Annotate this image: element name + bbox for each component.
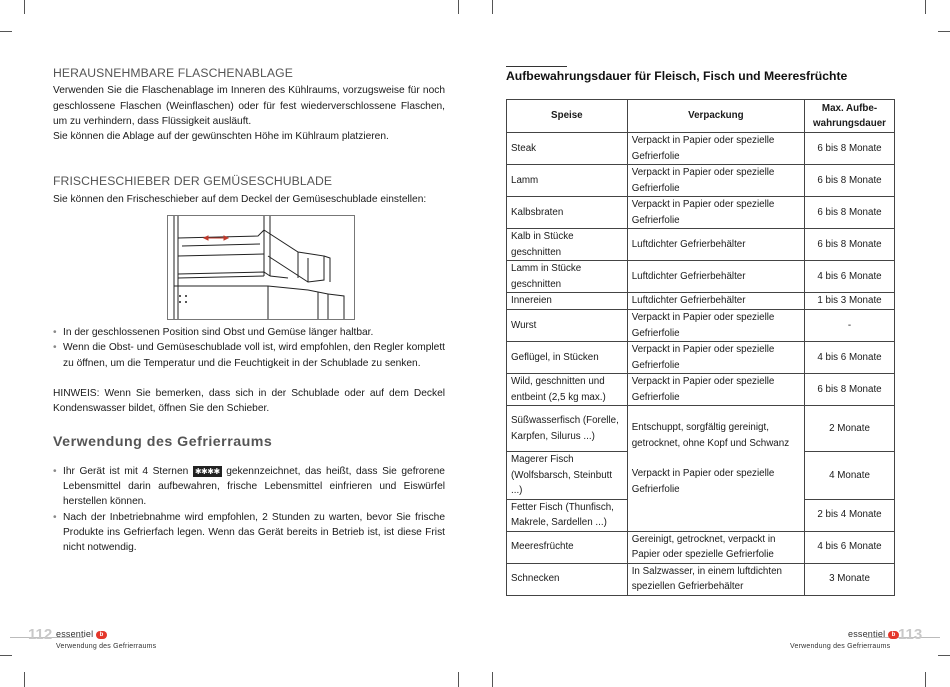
crop-mark bbox=[24, 672, 25, 687]
cell-food: Wurst bbox=[507, 310, 628, 342]
cell-duration: 4 Monate bbox=[805, 452, 895, 500]
cell-packaging: Verpackt in Papier oder spezielle Gefrierfolie bbox=[627, 310, 804, 342]
cell-packaging: Luftdichter Gefrierbehälter bbox=[627, 293, 804, 310]
cell-food: Lamm bbox=[507, 165, 628, 197]
cell-packaging: Verpackt in Papier oder spezielle Gefrierfolie bbox=[627, 133, 804, 165]
table-row bbox=[507, 406, 895, 452]
section-heading-bottle-shelf: HERAUSNEHMBARE FLASCHENABLAGE bbox=[53, 66, 293, 80]
brand-name: essentiel bbox=[56, 629, 94, 639]
cell-food: Steak bbox=[507, 133, 628, 165]
crop-mark bbox=[938, 655, 950, 656]
title-rule bbox=[506, 66, 567, 67]
four-star-icon: ✱✱✱✱ bbox=[194, 466, 220, 476]
brand-mark-icon: b bbox=[888, 631, 899, 639]
column-header-max-duration: Max. Aufbe-wahrungsdauer bbox=[805, 100, 895, 133]
bullet-item: • In der geschlossenen Position sind Obst und Gemüse länger haltbar. bbox=[53, 325, 445, 340]
cell-food: Fetter Fisch (Thunfisch, Makrele, Sardellen ...) bbox=[507, 499, 628, 531]
table-row bbox=[507, 342, 895, 374]
cell-food: Wild, geschnitten und entbeint (2,5 kg max.) bbox=[507, 374, 628, 406]
crop-mark bbox=[492, 672, 493, 687]
cell-food: Süßwasserfisch (Forelle, Karpfen, Silurus ...) bbox=[507, 406, 628, 452]
cell-food: Innereien bbox=[507, 293, 628, 310]
brand-name: essentiel bbox=[848, 629, 886, 639]
table-row bbox=[507, 293, 895, 310]
cell-packaging: Verpackt in Papier oder spezielle Gefrierfolie bbox=[627, 165, 804, 197]
cell-packaging: Verpackt in Papier oder spezielle Gefrierfolie bbox=[627, 342, 804, 374]
table-row bbox=[507, 133, 895, 165]
storage-duration-table bbox=[506, 99, 895, 596]
cell-duration: 4 bis 6 Monate bbox=[805, 342, 895, 374]
cell-duration: 6 bis 8 Monate bbox=[805, 229, 895, 261]
crop-mark bbox=[458, 672, 459, 687]
cell-food: Lamm in Stücke geschnitten bbox=[507, 261, 628, 293]
cell-food: Kalbsbraten bbox=[507, 197, 628, 229]
cell-food: Magerer Fisch (Wolfsbarsch, Steinbutt ...) bbox=[507, 452, 628, 500]
table-header-row bbox=[507, 100, 895, 133]
section-heading-freezer: Verwendung des Gefrierraums bbox=[53, 433, 273, 450]
chapter-label-left: Verwendung des Gefrierraums bbox=[56, 643, 157, 650]
cell-duration: 2 bis 4 Monate bbox=[805, 499, 895, 531]
cell-packaging: Luftdichter Gefrierbehälter bbox=[627, 261, 804, 293]
cell-packaging: In Salzwasser, in einem luftdichten speziellen Gefrierbehälter bbox=[627, 563, 804, 595]
page-number-left: 112 bbox=[28, 626, 53, 643]
paragraph-crisper-slider: Sie können den Frischeschieber auf dem Deckel der Gemüseschublade einstellen: bbox=[53, 193, 427, 205]
crop-mark bbox=[0, 655, 12, 656]
table-row bbox=[507, 531, 895, 563]
crop-mark bbox=[458, 0, 459, 14]
brand-logo-right bbox=[848, 629, 899, 639]
brand-mark-icon: b bbox=[96, 631, 107, 639]
crop-mark bbox=[24, 0, 25, 14]
fish-pack-wrap: Verpackt in Papier oder spezielle Gefrierfolie bbox=[631, 468, 775, 495]
cell-duration: 6 bis 8 Monate bbox=[805, 374, 895, 406]
table-row bbox=[507, 261, 895, 293]
bullet-item: • Nach der Inbetriebnahme wird empfohlen, 2 Stunden zu warten, bevor Sie frische Produkte ins Gefrierfach legen. Wenn das Gerät bereits in Betrieb ist, ist diese Frist nicht notwendig. bbox=[53, 510, 445, 556]
cell-duration: - bbox=[805, 310, 895, 342]
column-header-food: Speise bbox=[507, 100, 628, 133]
cell-packaging: Luftdichter Gefrierbehälter bbox=[627, 229, 804, 261]
note-paragraph: HINWEIS: Wenn Sie bemerken, dass sich in der Schublade oder auf dem Deckel Kondenswasser bildet, öffnen Sie den Schieber. bbox=[53, 387, 445, 415]
cell-duration: 4 bis 6 Monate bbox=[805, 261, 895, 293]
section-heading-crisper-slider: FRISCHESCHIEBER DER GEMÜSESCHUBLADE bbox=[53, 174, 333, 189]
crop-mark bbox=[925, 672, 926, 687]
crop-mark bbox=[925, 0, 926, 14]
cell-duration: 6 bis 8 Monate bbox=[805, 197, 895, 229]
fish-pack-prep: Entschuppt, sorgfältig gereinigt, getrocknet, ohne Kopf und Schwanz bbox=[631, 422, 790, 449]
cell-duration: 3 Monate bbox=[805, 563, 895, 595]
column-header-packaging: Verpackung bbox=[627, 100, 804, 133]
table-row bbox=[507, 374, 895, 406]
cell-duration: 6 bis 8 Monate bbox=[805, 133, 895, 165]
bullet-text: gekennzeichnet, das heißt, dass Sie gefrorene Lebensmittel darin aufbewahren, frische Lebensmittel einfrieren und Eiswürfel herstellen können. bbox=[63, 465, 445, 508]
crisper-drawer-illustration bbox=[167, 215, 355, 320]
table-row bbox=[507, 563, 895, 595]
page-number-right: 113 bbox=[898, 626, 923, 643]
cell-food: Schnecken bbox=[507, 563, 628, 595]
cell-food: Geflügel, in Stücken bbox=[507, 342, 628, 374]
table-row bbox=[507, 310, 895, 342]
page-title: Aufbewahrungsdauer für Fleisch, Fisch und Meeresfrüchte bbox=[506, 69, 848, 83]
crop-mark bbox=[492, 0, 493, 14]
table-row bbox=[507, 165, 895, 197]
cell-food: Meeresfrüchte bbox=[507, 531, 628, 563]
table-row bbox=[507, 197, 895, 229]
chapter-label-right: Verwendung des Gefrierraums bbox=[790, 643, 891, 650]
paragraph-bottle-shelf-height: Sie können die Ablage auf der gewünschten Höhe im Kühlraum platzieren. bbox=[53, 131, 389, 143]
fridge-drawer-drawing bbox=[168, 216, 355, 320]
cell-duration: 2 Monate bbox=[805, 406, 895, 452]
cell-food: Kalb in Stücke geschnitten bbox=[507, 229, 628, 261]
cell-duration: 4 bis 6 Monate bbox=[805, 531, 895, 563]
crop-mark bbox=[0, 31, 12, 32]
paragraph-bottle-shelf: Verwenden Sie die Flaschenablage im Inneren des Kühlraums, vorzugsweise für noch geschlossene Flaschen (Weinflaschen) oder für fest wiederverschlossene Flaschen, um zu verhindern, dass Flüssigkeit ausläuft. bbox=[53, 85, 445, 127]
cell-packaging: Verpackt in Papier oder spezielle Gefrierfolie bbox=[627, 197, 804, 229]
cell-packaging: Gereinigt, getrocknet, verpackt in Papier oder spezielle Gefrierfolie bbox=[627, 531, 804, 563]
cell-duration: 1 bis 3 Monate bbox=[805, 293, 895, 310]
bullet-text: Ihr Gerät ist mit 4 Sternen bbox=[63, 465, 189, 477]
cell-packaging: Verpackt in Papier oder spezielle Gefrierfolie bbox=[627, 374, 804, 406]
bullet-item: • Wenn die Obst- und Gemüseschublade voll ist, wird empfohlen, den Regler komplett zu öffnen, um die Temperatur und die Feuchtigkeit in der Schublade zu senken. bbox=[53, 340, 445, 371]
cell-packaging-fish bbox=[627, 406, 804, 532]
table-row bbox=[507, 229, 895, 261]
brand-logo-left bbox=[56, 629, 107, 639]
crop-mark bbox=[938, 31, 950, 32]
bullet-item-four-stars bbox=[53, 464, 445, 510]
cell-duration: 6 bis 8 Monate bbox=[805, 165, 895, 197]
